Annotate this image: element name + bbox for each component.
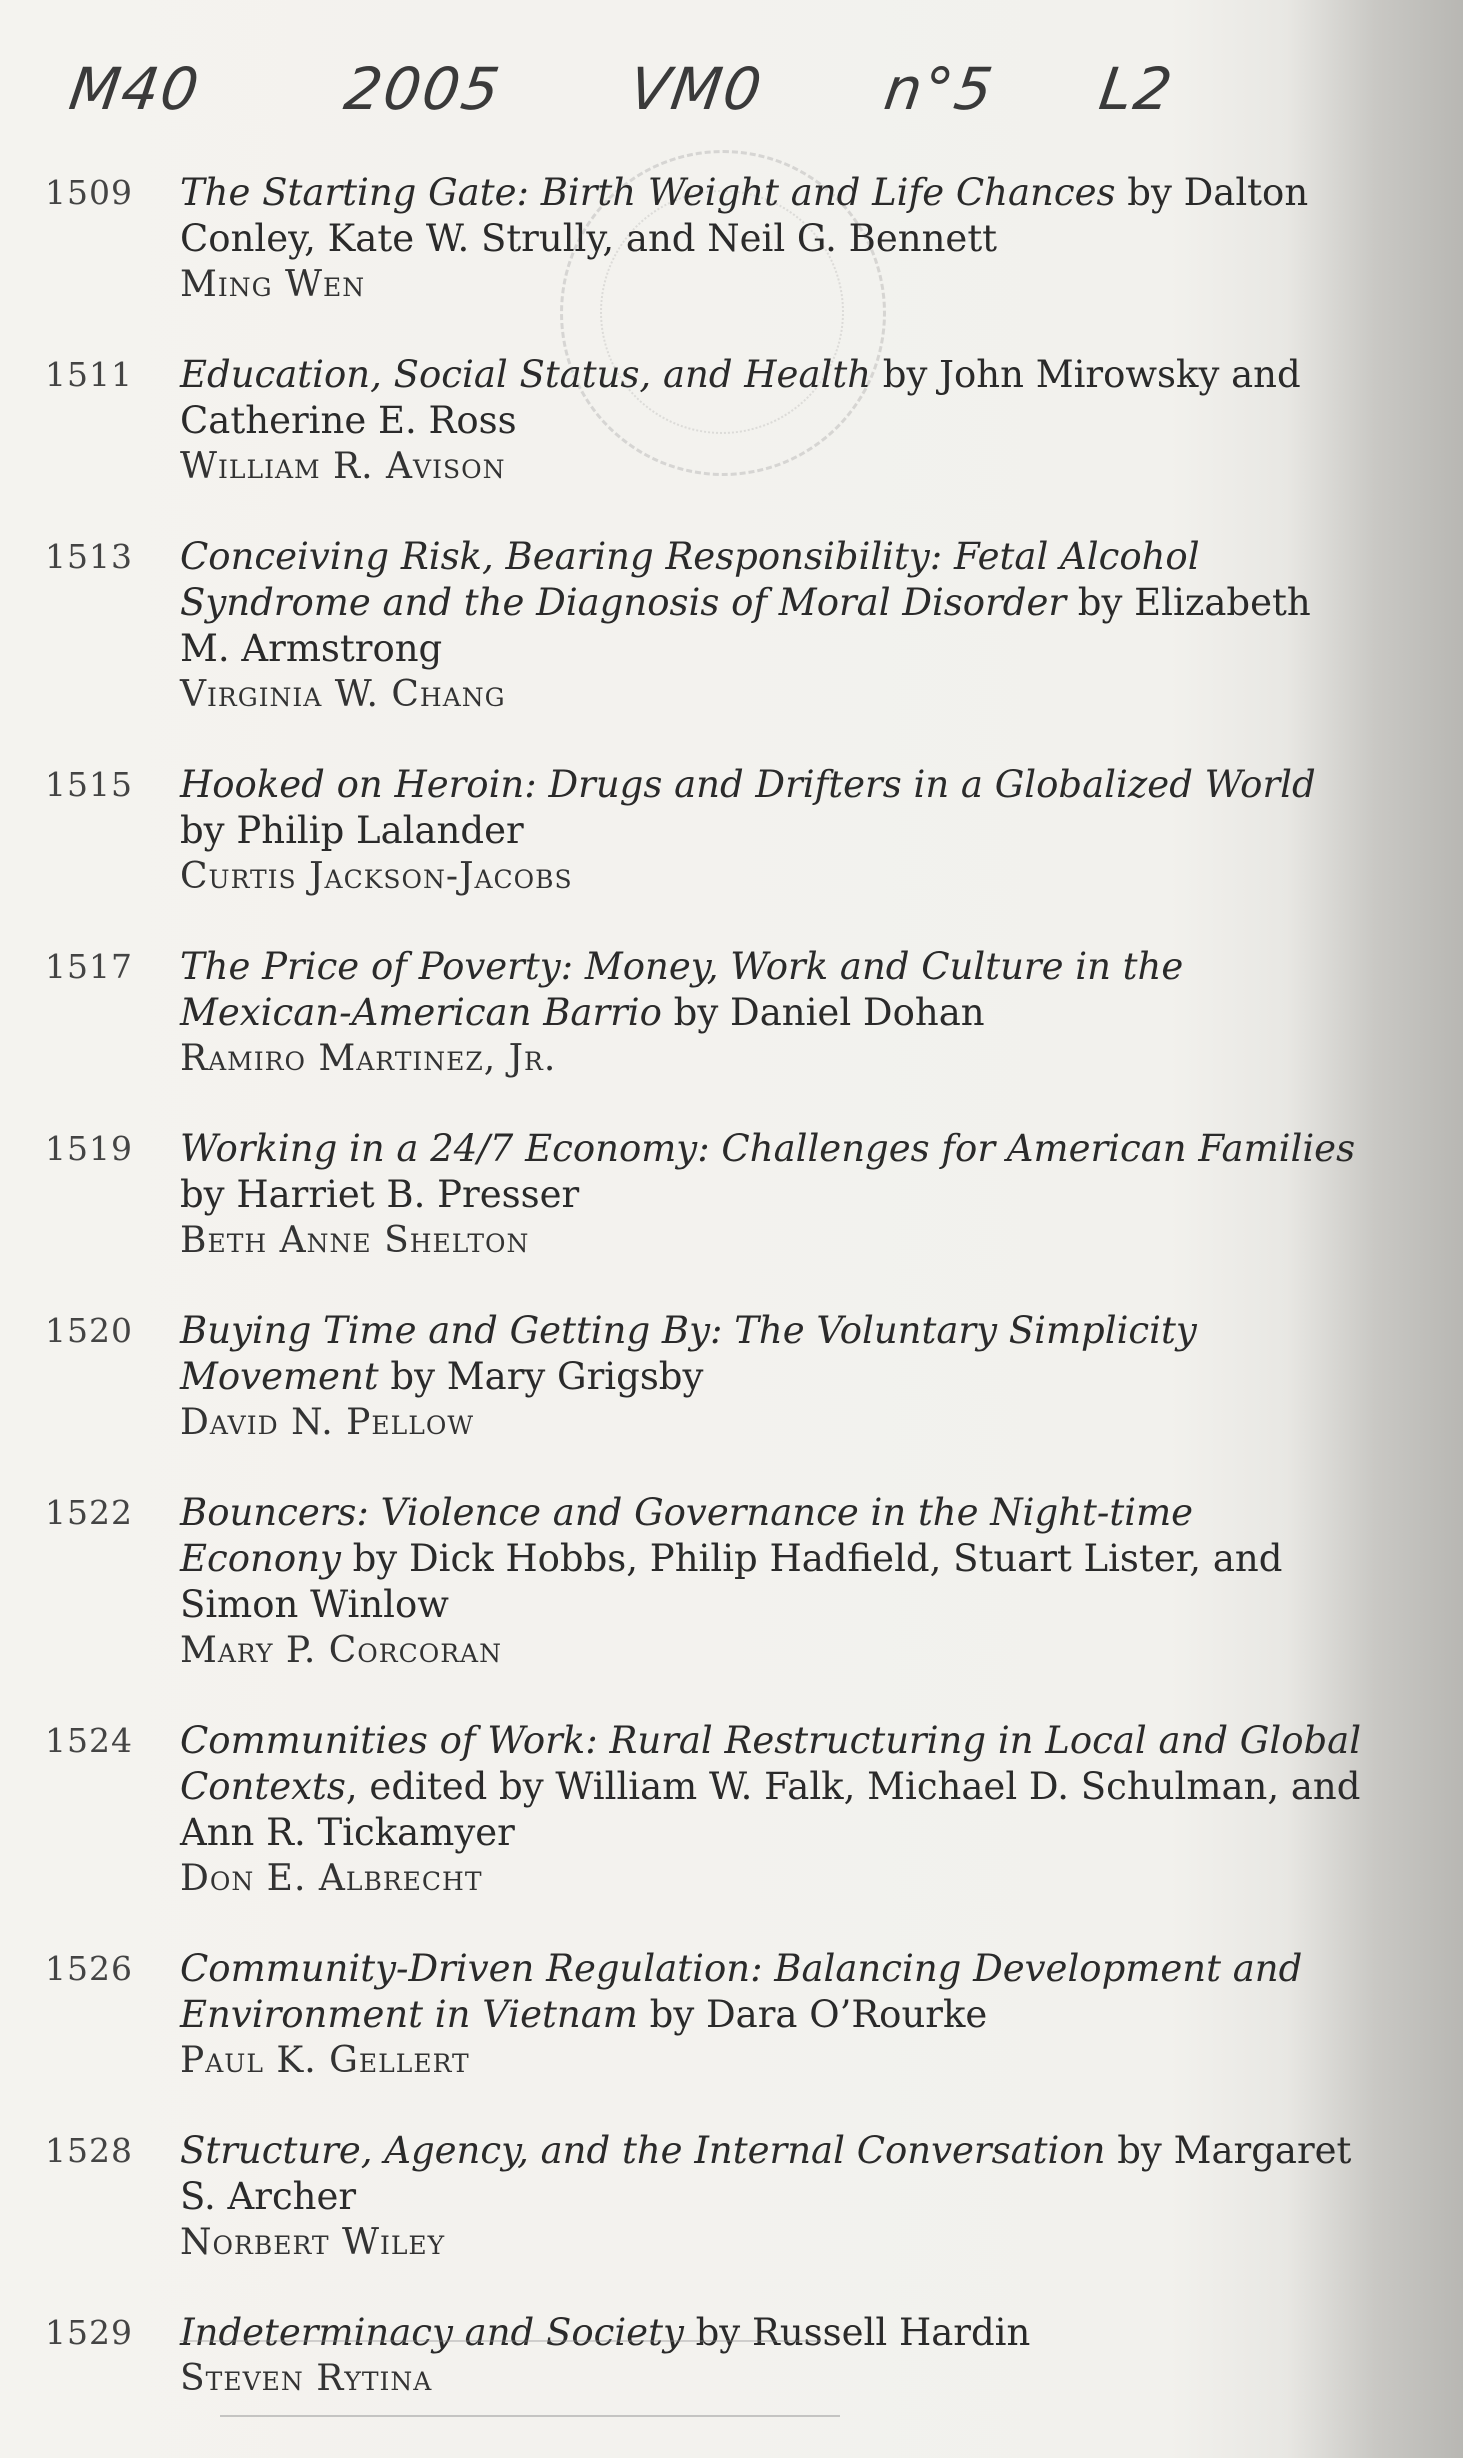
book-authors: Dalton Conley, Kate W. Strully, and Neil G. Bennett [180,171,1309,260]
book-citation [180,2128,1365,2220]
entry-body [180,1126,1365,1264]
entry-body [180,1718,1365,1902]
review-entry [45,1718,1365,1902]
page-number: 1509 [45,173,133,212]
entry-body [180,534,1365,718]
faded-rule [180,2340,820,2342]
page-number: 1524 [45,1721,133,1760]
book-citation [180,1308,1365,1400]
review-entry [45,534,1365,718]
entry-body [180,170,1365,308]
handwritten-mark-3: VM0 [625,55,768,123]
book-authors: John Mirowsky and Catherine E. Ross [180,353,1301,442]
book-citation [180,352,1365,444]
book-title: Communities of Work: Rural Restructuring in Local and Global Contexts [180,1719,1362,1808]
review-entry [45,170,1365,308]
review-entry [45,1490,1365,1674]
entry-body [180,1490,1365,1674]
page-number: 1515 [45,765,133,804]
reviewer-name: Norbert Wiley [180,2222,446,2263]
book-authors: Philip Lalander [236,809,524,852]
page-number: 1519 [45,1129,133,1168]
review-entry [45,352,1365,490]
citation-connector: by [1066,581,1135,624]
page-number: 1513 [45,537,133,576]
book-citation [180,1126,1365,1218]
book-title: Indeterminacy and Society [180,2311,684,2354]
book-title: Hooked on Heroin: Drugs and Drifters in a Globalized World [180,763,1316,806]
book-authors: Russell Hardin [751,2311,1031,2354]
book-title: Buying Time and Getting By: The Voluntary Simplicity Movement [180,1309,1197,1398]
entry-body [180,944,1365,1082]
book-citation [180,1946,1365,2038]
page-number: 1526 [45,1949,133,1988]
entry-body [180,2128,1365,2266]
review-entry [45,1126,1365,1264]
reviewer-name: Paul K. Gellert [180,2040,470,2081]
book-title: Structure, Agency, and the Internal Conversation [180,2129,1106,2172]
page-number: 1528 [45,2131,133,2170]
entry-body [180,352,1365,490]
handwritten-mark-2: 2005 [340,55,506,123]
citation-connector: by [683,2311,752,2354]
book-authors: William W. Falk, Michael D. Schulman, and Ann R. Tickamyer [180,1765,1361,1854]
page-number: 1511 [45,355,133,394]
book-citation [180,1490,1365,1628]
page-number: 1529 [45,2313,133,2352]
reviewer-name: Ramiro Martinez, Jr. [180,1038,557,1079]
reviewer-name: William R. Avison [180,446,506,487]
book-title: Conceiving Risk, Bearing Responsibility: Fetal Alcohol Syndrome and the Diagnosis of Moral Disorder [180,535,1200,624]
entry-body [180,1946,1365,2084]
book-title: Bouncers: Violence and Governance in the Night-time Econony [180,1491,1194,1580]
citation-connector: by [1115,171,1184,214]
book-authors: Mary Grigsby [446,1355,704,1398]
book-title: The Starting Gate: Birth Weight and Life Chances [180,171,1116,214]
book-title: Working in a 24/7 Economy: Challenges for American Families [180,1127,1356,1170]
entry-body [180,762,1365,900]
faded-rule [220,2415,840,2417]
citation-connector: by [180,809,237,852]
book-authors: Dara O’Rourke [706,1993,988,2036]
book-citation [180,1718,1365,1856]
book-title: Education, Social Status, and Health [180,353,872,396]
citation-connector: by [1105,2129,1174,2172]
citation-connector: by [180,1173,237,1216]
review-entry [45,944,1365,1082]
citation-connector: by [661,991,731,1034]
book-title: The Price of Poverty: Money, Work and Culture in the Mexican-American Barrio [180,945,1184,1034]
book-review-list [45,170,1365,2446]
reviewer-name: Mary P. Corcoran [180,1630,502,1671]
citation-connector: , edited by [345,1765,556,1808]
citation-connector: by [378,1355,447,1398]
citation-connector: by [637,1993,706,2036]
book-title: Community-Driven Regulation: Balancing Development and Environment in Vietnam [180,1947,1303,2036]
handwritten-annotation [0,55,1463,165]
faded-bottom-marks [60,2340,820,2430]
reviewer-name: Virginia W. Chang [180,674,506,715]
book-authors: Elizabeth M. Armstrong [180,581,1311,670]
book-citation [180,534,1365,672]
book-authors: Harriet B. Presser [236,1173,580,1216]
book-authors: Margaret S. Archer [180,2129,1352,2218]
handwritten-mark-4: n°5 [880,55,999,123]
reviewer-name: David N. Pellow [180,1402,475,1443]
review-entry [45,2128,1365,2266]
book-citation [180,944,1365,1036]
book-authors: Dick Hobbs, Philip Hadfield, Stuart Lister, and Simon Winlow [180,1537,1283,1626]
reviewer-name: Ming Wen [180,264,366,305]
reviewer-name: Curtis Jackson-Jacobs [180,856,573,897]
page-number: 1520 [45,1311,133,1350]
reviewer-name: Don E. Albrecht [180,1858,483,1899]
page-number: 1517 [45,947,133,986]
reviewer-name: Beth Anne Shelton [180,1220,530,1261]
review-entry [45,762,1365,900]
handwritten-mark-1: M40 [65,55,205,123]
book-citation [180,762,1365,854]
book-authors: Daniel Dohan [730,991,985,1034]
book-citation [180,170,1365,262]
review-entry [45,1946,1365,2084]
citation-connector: by [340,1537,409,1580]
handwritten-mark-5: L2 [1095,55,1178,123]
page-number: 1522 [45,1493,133,1532]
entry-body [180,1308,1365,1446]
reviewer-name: Steven Rytina [180,2358,433,2399]
citation-connector: by [871,353,940,396]
review-entry [45,1308,1365,1446]
